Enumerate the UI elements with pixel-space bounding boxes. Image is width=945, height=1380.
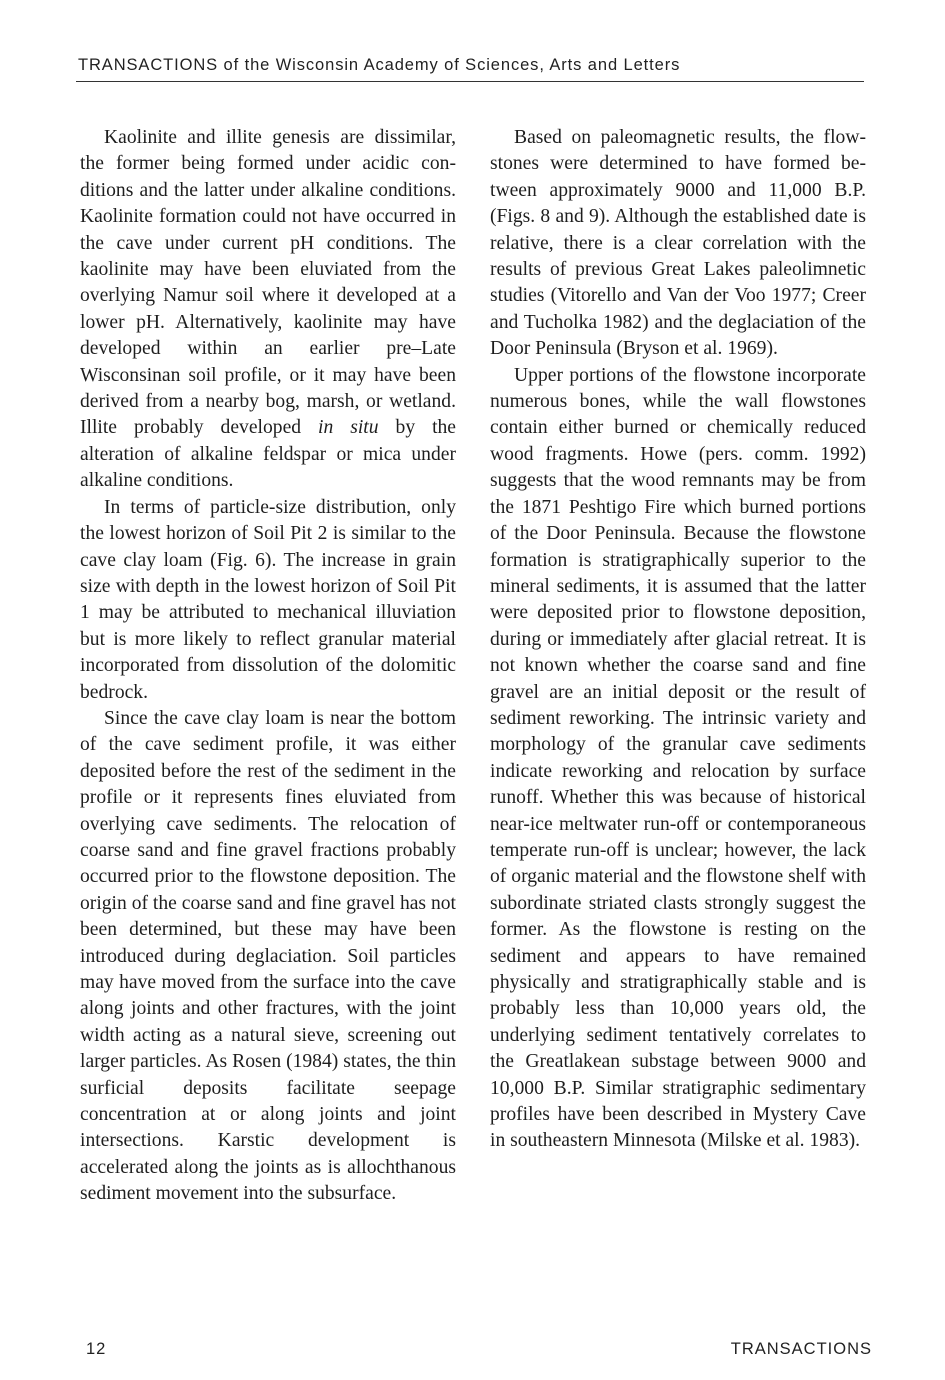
footer-journal-name: TRANSACTIONS [730,1340,872,1358]
italic-term: in situ [318,417,379,439]
page-number: 12 [86,1340,107,1358]
running-head-title: TRANSACTIONS of the Wisconsin Academy of Sciences, Arts and Letters [78,56,681,74]
paragraph-text: Kaolinite and illite genesis are dissimilar, the former being formed under acidic conditions and the latter under alkaline conditions. Kaolinite formation could not have occurred in the cave under current pH conditions. The kaolinite may have been eluviated from the overlying Namur soil where it developed at a lower pH. Alternatively, kaolinite may have developed within an earlier pre–Late Wisconsinan soil profile, or it may have been derived from a nearby bog, marsh, or wetland. Illite probably developed [80,127,456,439]
paragraph-clay-minerals [80,125,456,495]
right-column [490,125,866,1155]
paragraph-particle-size: In terms of particle-size distribution, only the lowest horizon of Soil Pit 2 is similar to the cave clay loam (Fig. 6). The increase in grain size with depth in the lowest horizon of Soil Pit 1 may be attributed to mechanical illuviation but is more likely to reflect granular material incorporated from dissolution of the dolomitic bedrock. [80,496,456,703]
paragraph-flowstone: Upper portions of the flowstone incorporate numerous bones, while the wall flowstones contain either burned or chemically reduced wood fragments. Howe (pers. comm. 1992) suggests that the wood remnants may be from the 1871 Peshtigo Fire which burned portions of the Door Peninsula. Because the flowstone formation is stratigraphically superior to the mineral sediments, it is assumed that the latter were deposited prior to flowstone deposition, during or immediately after glacial retreat. It is not known whether the coarse sand and fine gravel are an initial deposit or the result of sediment reworking. The intrinsic variety and morphology of the granular cave sediments indicate reworking and relocation by surface runoff. Whether this was because of historical near-ice meltwater run-off or contemporaneous temperate run-off is unclear; however, the lack of organic material and the flowstone shelf with subordinate striated clasts strongly suggest the former. As the flowstone is resting on the sediment and appears to have remained physically and stratigraphically stable and is probably less than 10,000 years old, the underlying sediment tentatively correlates to the Greatlakean substage between 9000 and 10,000 B.P. Similar stratigraphic sedimentary profiles have been described in Mystery Cave in southeastern Minnesota (Milske et al. 1983). [490,364,866,1152]
paragraph-text: by the alteration of alkaline feldspar or mica under alkaline conditions. [80,417,457,492]
paragraph-paleomagnetic: Based on paleomagnetic results, the flowstones were determined to have formed between approximately 9000 and 11,000 B.P. (Figs. 8 and 9). Although the established date is relative, there is a clear correlation with the results of previous Great Lakes paleolimnetic studies (Vitorello and Van der Voo 1977; Creer and Tucholka 1982) and the deglaciation of the Door Peninsula (Bryson et al. 1969). [490,127,866,360]
left-column [80,125,456,1208]
header-rule [76,81,864,82]
paragraph-cave-clay-loam: Since the cave clay loam is near the bottom of the cave sediment profile, it was either deposited before the rest of the sediment in the profile or it represents fines eluviated from overlying cave sediments. The relocation of coarse sand and fine gravel fractions probably occurred prior to the flowstone deposition. The origin of the coarse sand and fine gravel has not been determined, but these may have been introduced during deglaciation. Soil particles may have moved from the surface into the cave along joints and other fractures, with the joint width acting as a natural sieve, screening out larger particles. As Rosen (1984) states, the thin surficial deposits facilitate seepage concentration at or along joints and joint intersections. Karstic development is accelerated along the joints as is allochthanous sediment movement into the subsurface. [80,707,456,1205]
